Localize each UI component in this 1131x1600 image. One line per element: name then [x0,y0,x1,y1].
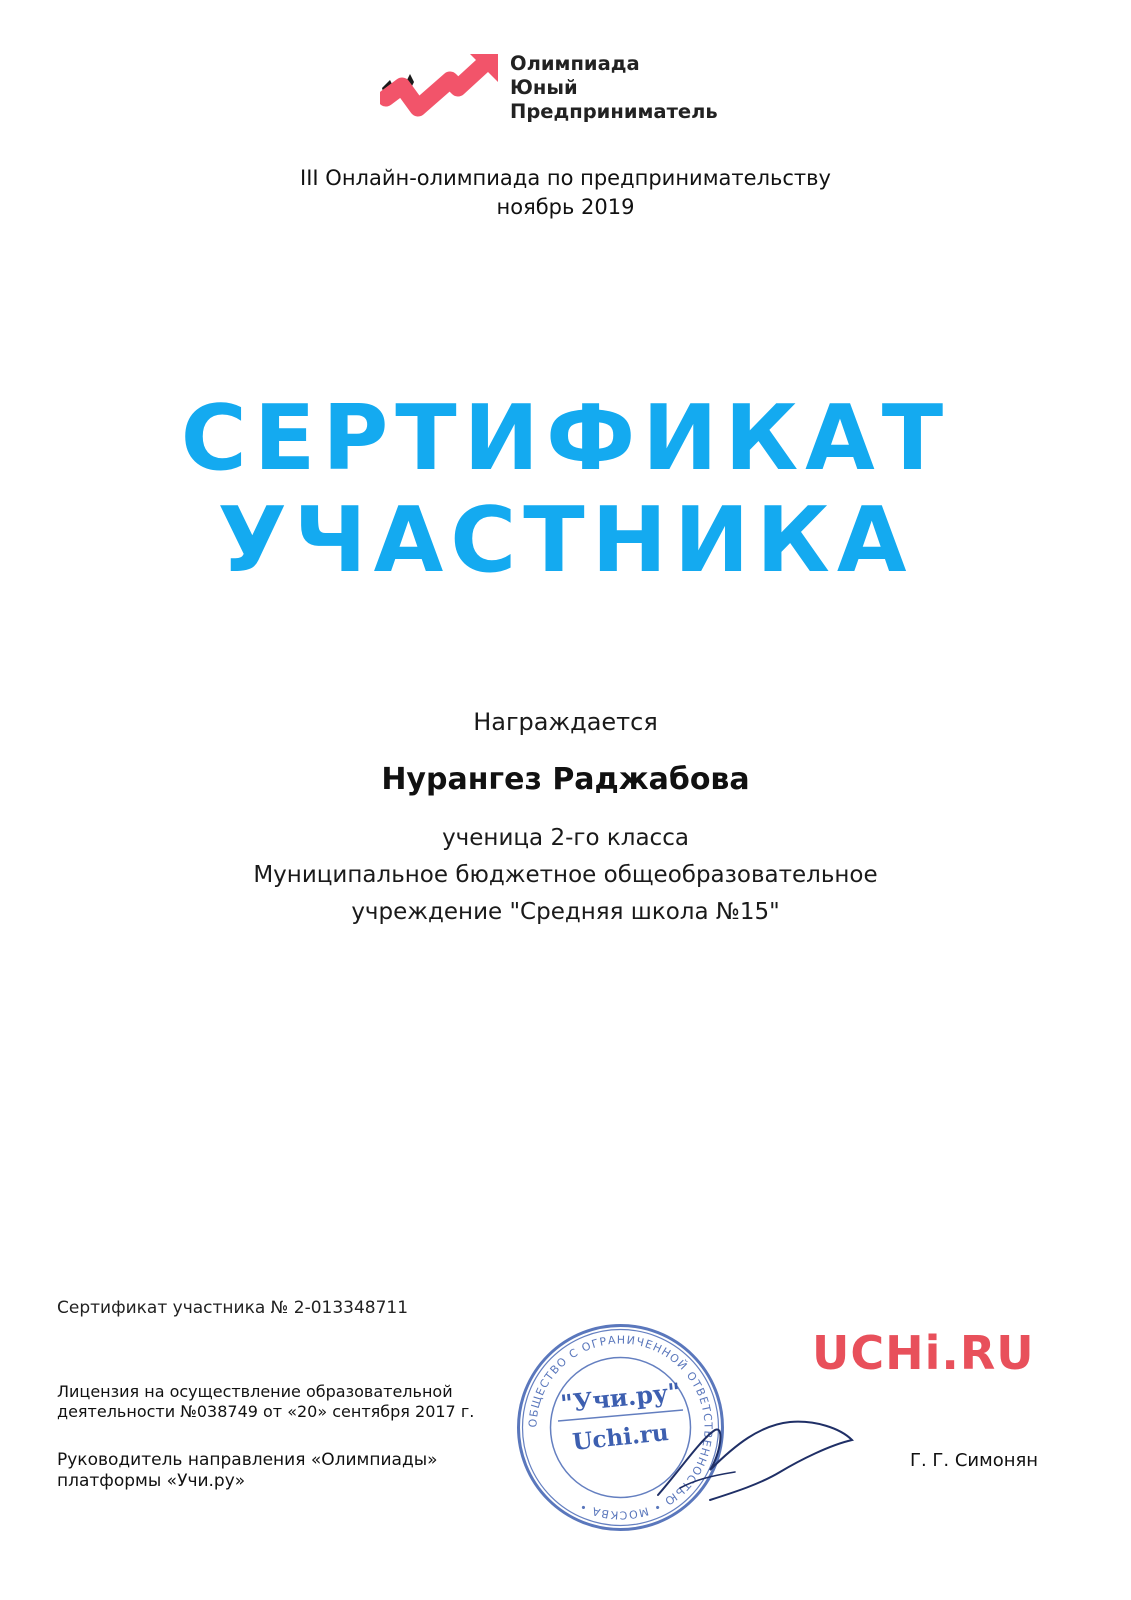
subtitle-line-2: ноябрь 2019 [496,195,635,219]
license-line-1: Лицензия на осуществление образовательной [57,1382,453,1401]
recipient-name: Нурангез Раджабова [381,762,750,797]
uchi-ru-logo: UCHi.RU [812,1326,1035,1380]
signer-role [57,1450,438,1492]
title-line-1: СЕРТИФИКАТ [180,386,951,491]
certificate-title [0,388,1131,592]
handwritten-signature [640,1400,870,1510]
stamp-line-2: Uchi.ru [571,1419,670,1456]
title-line-2: УЧАСТНИКА [217,488,914,593]
logo-wordmark [510,52,718,124]
rising-arrow-icon [380,50,505,130]
role-line-2: платформы «Учи.ру» [57,1471,246,1491]
recipient-details [0,820,1131,931]
signer-name: Г. Г. Симонян [910,1450,1039,1471]
logo-line-2: Юный [510,76,578,99]
subtitle-line-1: III Онлайн-олимпиада по предпринимательству [300,166,831,190]
license-line-2: деятельности №038749 от «20» сентября 2017 г. [57,1402,475,1421]
stamp-ring-text: ОБЩЕСТВО С ОГРАНИЧЕННОЙ ОТВЕТСТВЕННОСТЬЮ • МОСКВА • [526,1333,715,1522]
role-line-1: Руководитель направления «Олимпиады» [57,1450,438,1470]
stamp-line-1: "Учи.ру" [559,1376,682,1419]
logo-line-1: Олимпиада [510,52,640,75]
recipient-grade: ученица 2-го класса [442,825,689,851]
awarded-label: Награждается [473,708,658,736]
recipient-school-line-2: учреждение "Средняя школа №15" [351,899,780,925]
license-info [57,1382,474,1422]
logo-line-3: Предприниматель [510,100,718,123]
certificate-number: Сертификат участника № 2-013348711 [57,1298,409,1318]
olympiad-logo [380,50,740,130]
olympiad-subtitle [0,164,1131,222]
recipient-school-line-1: Муниципальное бюджетное общеобразовательное [253,862,878,888]
